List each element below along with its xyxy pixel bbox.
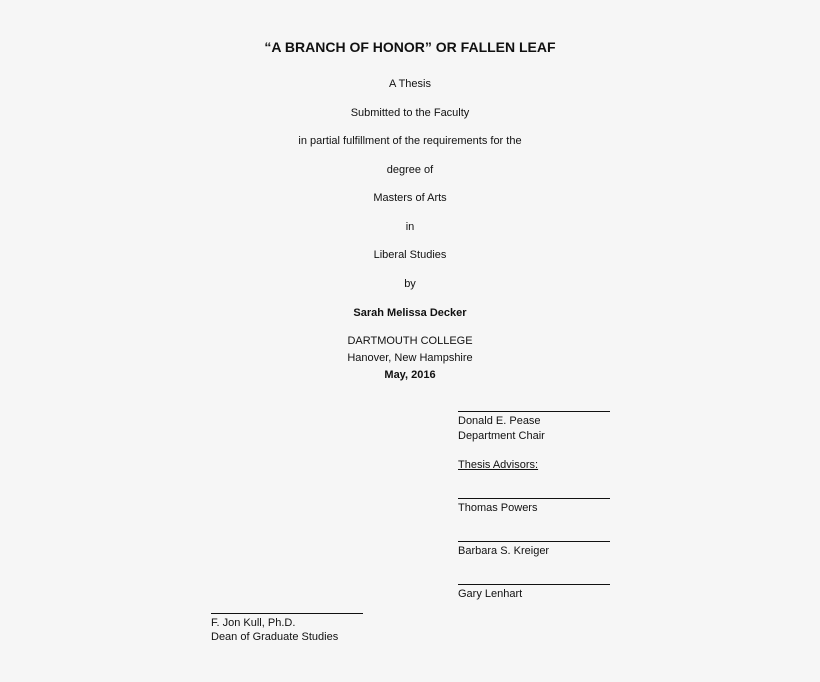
dean-title: Dean of Graduate Studies [211,631,339,643]
advisor-name: Gary Lenhart [458,588,523,600]
dean-signature-line [211,613,363,614]
author-name: Sarah Melissa Decker [353,307,467,319]
front-line-degree-name: Masters of Arts [373,192,447,204]
advisor-signature-line [458,584,610,585]
chair-signature-line [458,411,610,412]
front-line-field: Liberal Studies [373,249,447,261]
advisor-signature-line [458,541,610,542]
dean-name: F. Jon Kull, Ph.D. [211,617,296,629]
chair-title: Department Chair [458,430,545,442]
front-line-by: by [404,278,416,290]
front-line-in: in [405,221,415,233]
institution-name: DARTMOUTH COLLEGE [347,335,473,347]
advisor-name: Thomas Powers [458,502,538,514]
front-line-submitted: Submitted to the Faculty [350,107,470,119]
institution-location: Hanover, New Hampshire [347,352,473,364]
advisors-heading: Thesis Advisors: [458,459,539,471]
front-line-fulfillment: in partial fulfillment of the requirements for the [298,135,522,147]
thesis-title: “A BRANCH OF HONOR” OR FALLEN LEAF [264,39,556,55]
advisor-signature-line [458,498,610,499]
chair-name: Donald E. Pease [458,415,541,427]
front-line-degree-of: degree of [386,164,434,176]
front-line-a-thesis: A Thesis [389,78,431,90]
submission-date: May, 2016 [384,369,436,381]
advisor-name: Barbara S. Kreiger [458,545,550,557]
